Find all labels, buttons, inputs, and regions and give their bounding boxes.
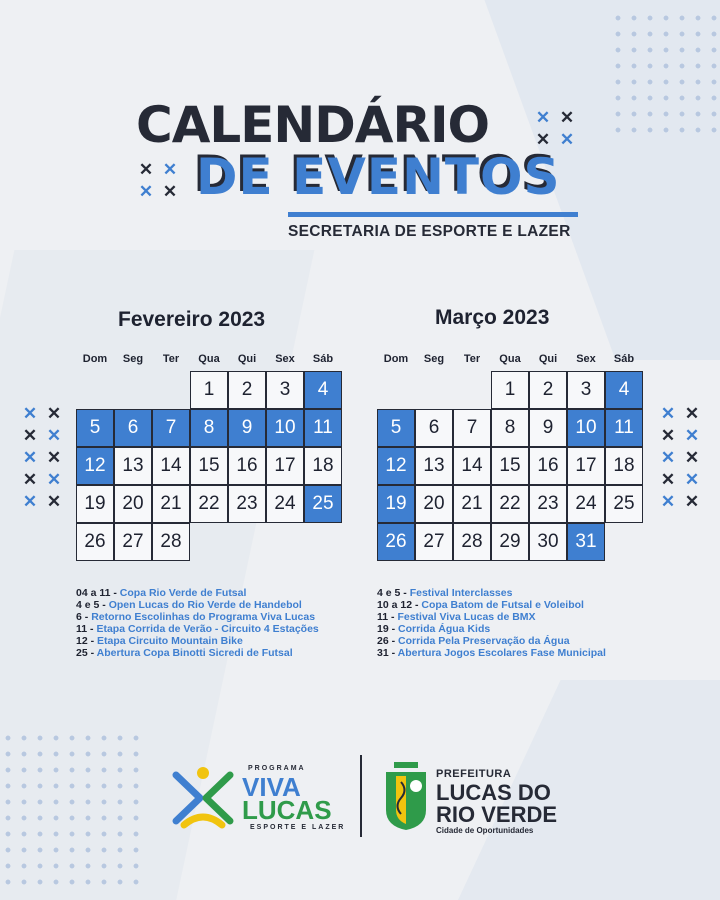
calendar-day: 14 [453, 447, 491, 485]
x-mark-icon: ✕ [46, 448, 62, 467]
calendar-day: 14 [152, 447, 190, 485]
dot-pattern-top-right [610, 10, 720, 140]
event-name: Etapa Corrida de Verão - Circuito 4 Estações [96, 623, 319, 635]
weekday-label: Seg [423, 353, 445, 365]
x-mark-icon: ✕ [535, 130, 551, 149]
x-mark-icon: ✕ [684, 404, 700, 423]
calendar-day: 20 [114, 485, 152, 523]
weekday-label: Sáb [613, 353, 635, 365]
event-name: Abertura Jogos Escolares Fase Municipal [397, 647, 606, 659]
x-mark-icon: ✕ [684, 448, 700, 467]
event-item [76, 647, 319, 659]
event-name: Retorno Escolinhas do Programa Viva Lucas [91, 611, 316, 623]
event-name: Copa Batom de Futsal e Voleibol [421, 599, 584, 611]
calendar-day: 2 [228, 371, 266, 409]
event-name: Festival Viva Lucas de BMX [397, 611, 536, 623]
calendar-day: 30 [529, 523, 567, 561]
title-underline [288, 212, 578, 217]
month-title-march: Março 2023 [435, 306, 550, 329]
x-mark-icon: ✕ [660, 426, 676, 445]
weekday-header-february [76, 353, 342, 365]
x-mark-icon: ✕ [660, 404, 676, 423]
event-item [377, 611, 606, 623]
calendar-day: 16 [228, 447, 266, 485]
x-mark-icon: ✕ [138, 160, 154, 179]
x-mark-icon: ✕ [559, 130, 575, 149]
x-marks-title-right [535, 108, 575, 150]
calendar-day: 12 [76, 447, 114, 485]
calendar-day: 3 [567, 371, 605, 409]
calendar-day: 1 [190, 371, 228, 409]
calendar-day: 17 [266, 447, 304, 485]
event-item [377, 635, 606, 647]
calendar-day: 24 [266, 485, 304, 523]
x-mark-icon: ✕ [22, 448, 38, 467]
subtitle: SECRETARIA DE ESPORTE E LAZER [288, 223, 571, 240]
x-mark-icon: ✕ [46, 470, 62, 489]
calendar-day: 28 [152, 523, 190, 561]
weekday-label: Ter [463, 353, 481, 365]
viva-lucas-line-2: LUCAS [242, 795, 332, 825]
calendar-day: 18 [605, 447, 643, 485]
prefeitura-name [436, 782, 557, 826]
x-mark-icon: ✕ [22, 492, 38, 511]
calendar-day: 19 [76, 485, 114, 523]
x-mark-icon: ✕ [22, 470, 38, 489]
calendar-day: 28 [453, 523, 491, 561]
calendar-day: 1 [491, 371, 529, 409]
calendar-day: 21 [453, 485, 491, 523]
x-mark-icon: ✕ [22, 426, 38, 445]
event-dates: 6 - [76, 611, 89, 623]
calendar-day: 18 [304, 447, 342, 485]
calendar-day: 24 [567, 485, 605, 523]
calendar-day: 16 [529, 447, 567, 485]
event-dates: 10 a 12 - [377, 599, 419, 611]
calendar-day: 11 [605, 409, 643, 447]
calendar-day: 10 [567, 409, 605, 447]
weekday-label: Qua [499, 353, 521, 365]
calendar-day: 17 [567, 447, 605, 485]
calendar-day: 13 [415, 447, 453, 485]
event-dates: 19 - [377, 623, 396, 635]
calendar-day: 7 [453, 409, 491, 447]
x-marks-title-left [138, 160, 178, 202]
viva-lucas-top-label: PROGRAMA [248, 765, 306, 772]
calendar-day: 9 [228, 409, 266, 447]
event-item [377, 647, 606, 659]
calendar-day: 11 [304, 409, 342, 447]
weekday-header-march [377, 353, 643, 365]
calendar-day: 10 [266, 409, 304, 447]
weekday-label: Qua [198, 353, 220, 365]
x-mark-icon: ✕ [660, 448, 676, 467]
title-line-2: DE EVENTOS [196, 148, 561, 206]
calendar-day: 26 [76, 523, 114, 561]
x-mark-icon: ✕ [660, 470, 676, 489]
weekday-label: Sáb [312, 353, 334, 365]
event-name: Corrida Pela Preservação da Água [398, 635, 570, 647]
event-name: Festival Interclasses [409, 587, 513, 599]
calendar-day: 2 [529, 371, 567, 409]
logo-divider [360, 755, 362, 837]
title-line-1: CALENDÁRIO [136, 96, 490, 154]
event-item [377, 587, 606, 599]
event-dates: 26 - [377, 635, 396, 647]
x-mark-icon: ✕ [138, 182, 154, 201]
calendar-day: 22 [190, 485, 228, 523]
event-dates: 4 e 5 - [76, 599, 106, 611]
prefeitura-tagline: Cidade de Oportunidades [436, 826, 534, 835]
weekday-label: Qui [237, 353, 257, 365]
x-mark-icon: ✕ [559, 108, 575, 127]
calendar-day: 22 [491, 485, 529, 523]
x-mark-icon: ✕ [684, 426, 700, 445]
event-dates: 11 - [76, 623, 94, 635]
x-mark-icon: ✕ [162, 182, 178, 201]
event-item [76, 635, 319, 647]
calendar-day: 4 [605, 371, 643, 409]
viva-lucas-emblem-icon [170, 765, 236, 831]
event-dates: 31 - [377, 647, 396, 659]
calendar-day: 23 [228, 485, 266, 523]
calendar-day: 31 [567, 523, 605, 561]
event-dates: 25 - [76, 647, 95, 659]
calendar-day: 15 [491, 447, 529, 485]
x-mark-icon: ✕ [684, 492, 700, 511]
x-marks-left [22, 404, 62, 512]
event-item [76, 599, 319, 611]
event-dates: 04 a 11 - [76, 587, 117, 599]
prefeitura-top-label: PREFEITURA [436, 768, 512, 780]
calendar-day: 27 [415, 523, 453, 561]
x-mark-icon: ✕ [660, 492, 676, 511]
viva-lucas-logo [170, 765, 350, 835]
calendar-day: 8 [190, 409, 228, 447]
event-list-february [76, 587, 319, 659]
event-item [76, 587, 319, 599]
calendar-day: 9 [529, 409, 567, 447]
event-name: Open Lucas do Rio Verde de Handebol [108, 599, 302, 611]
calendar-day: 25 [304, 485, 342, 523]
calendar-day: 13 [114, 447, 152, 485]
event-dates: 11 - [377, 611, 395, 623]
calendar-day: 8 [491, 409, 529, 447]
weekday-label: Dom [82, 353, 108, 365]
calendar-day: 20 [415, 485, 453, 523]
viva-lucas-line-1: VIVA [242, 772, 301, 802]
weekday-label: Sex [576, 353, 596, 365]
event-item [76, 611, 319, 623]
event-dates: 4 e 5 - [377, 587, 407, 599]
calendar-day: 21 [152, 485, 190, 523]
weekday-label: Dom [383, 353, 409, 365]
x-mark-icon: ✕ [162, 160, 178, 179]
calendar-day: 6 [114, 409, 152, 447]
prefeitura-line-1: LUCAS DO [436, 780, 551, 805]
event-list-march [377, 587, 606, 659]
event-item [76, 623, 319, 635]
prefeitura-line-2: RIO VERDE [436, 802, 558, 827]
calendar-day: 29 [491, 523, 529, 561]
x-mark-icon: ✕ [46, 426, 62, 445]
calendar-day: 12 [377, 447, 415, 485]
weekday-label: Ter [162, 353, 180, 365]
weekday-label: Sex [275, 353, 295, 365]
calendar-day: 26 [377, 523, 415, 561]
calendar-day: 15 [190, 447, 228, 485]
event-dates: 12 - [76, 635, 95, 647]
event-item [377, 623, 606, 635]
calendar-day: 5 [76, 409, 114, 447]
x-mark-icon: ✕ [535, 108, 551, 127]
event-item [377, 599, 606, 611]
event-name: Abertura Copa Binotti Sicredi de Futsal [96, 647, 293, 659]
calendar-day: 25 [605, 485, 643, 523]
x-mark-icon: ✕ [46, 404, 62, 423]
x-mark-icon: ✕ [22, 404, 38, 423]
x-mark-icon: ✕ [684, 470, 700, 489]
weekday-label: Qui [538, 353, 558, 365]
x-marks-right [660, 404, 700, 512]
calendar-day: 23 [529, 485, 567, 523]
calendar-day: 6 [415, 409, 453, 447]
calendar-day: 27 [114, 523, 152, 561]
dot-pattern-bottom-left [0, 730, 140, 890]
weekday-label: Seg [122, 353, 144, 365]
month-title-february: Fevereiro 2023 [118, 308, 266, 331]
calendar-day: 7 [152, 409, 190, 447]
calendar-day: 3 [266, 371, 304, 409]
calendar-day: 4 [304, 371, 342, 409]
viva-lucas-bottom-label: ESPORTE E LAZER [250, 824, 346, 831]
calendar-day: 19 [377, 485, 415, 523]
calendar-day: 5 [377, 409, 415, 447]
event-name: Corrida Água Kids [398, 623, 491, 635]
prefeitura-crest-icon [384, 762, 428, 832]
event-name: Copa Rio Verde de Futsal [119, 587, 247, 599]
event-name: Etapa Circuito Mountain Bike [97, 635, 243, 647]
x-mark-icon: ✕ [46, 492, 62, 511]
